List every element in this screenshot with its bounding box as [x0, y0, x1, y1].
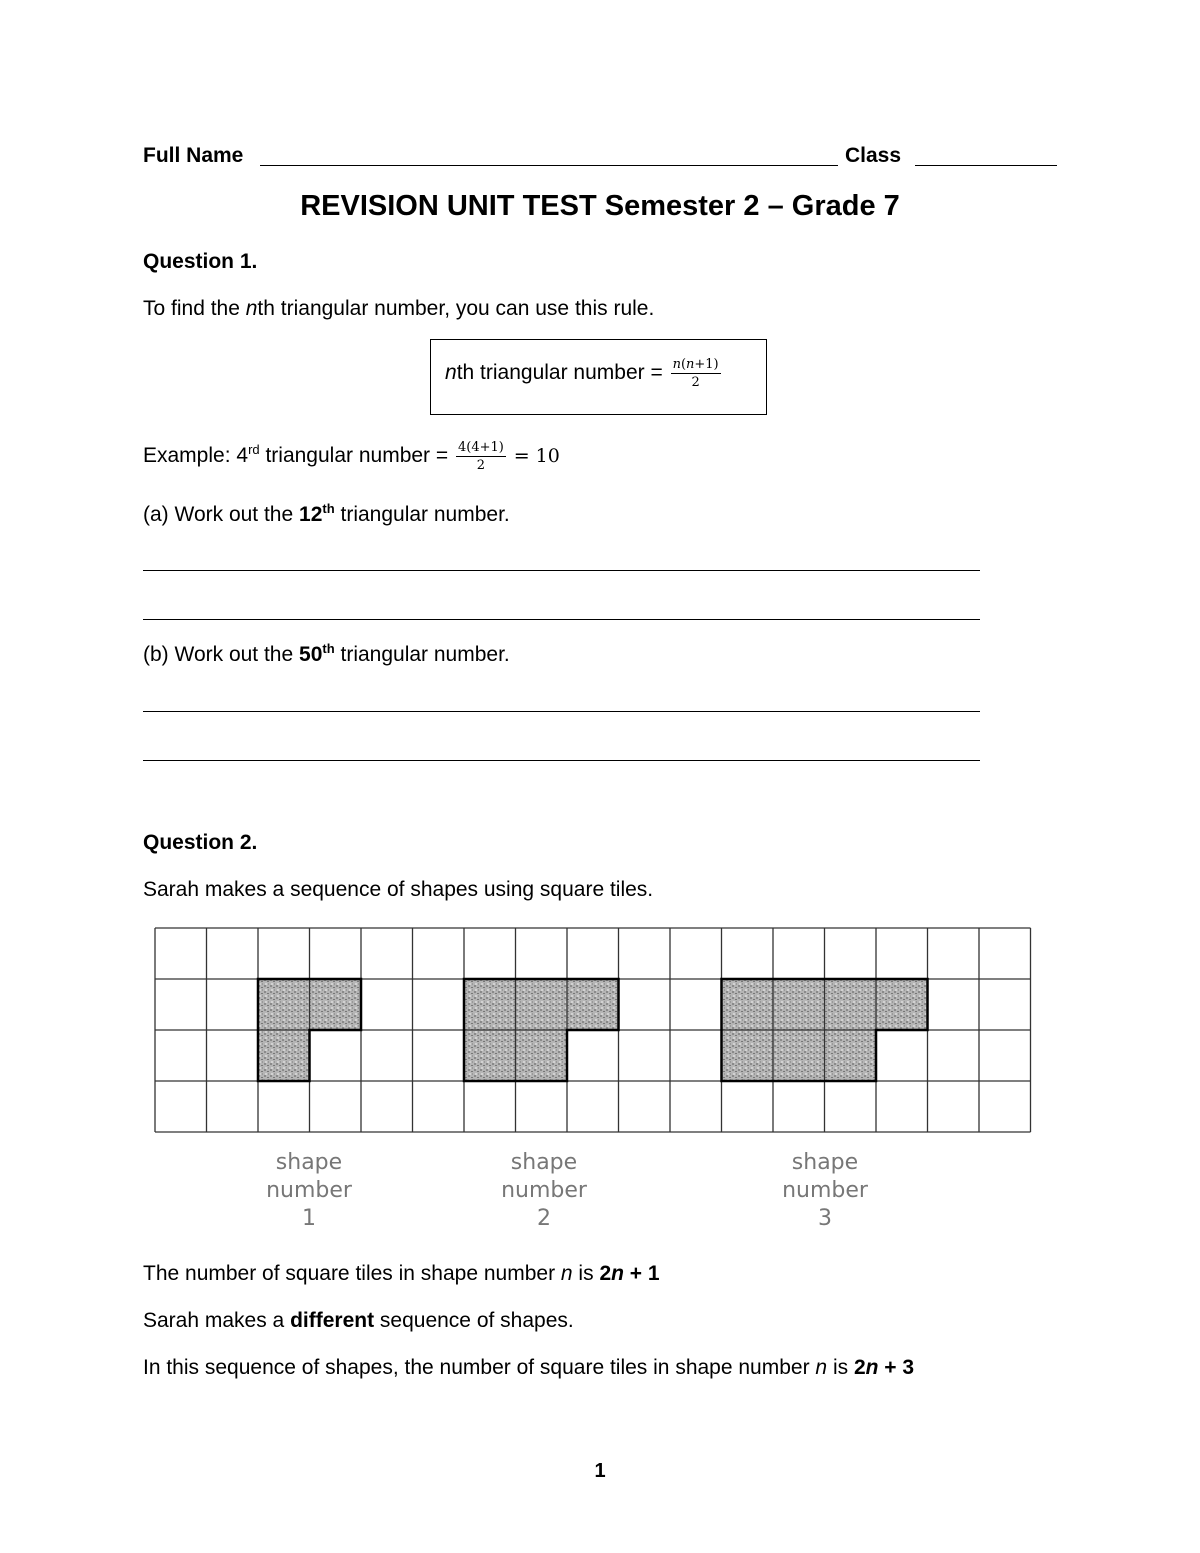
shaded-tile	[722, 1030, 774, 1081]
part-b-prompt: (b) Work out the 50th triangular number.	[143, 641, 510, 666]
example-fraction: $\frac{4(4+1)}{2}$	[458, 440, 504, 473]
rule-formula: nth triangular number = $\frac{\text{𝑛(𝑛+1)}}{2}$	[445, 357, 719, 390]
rule-2n-plus-3: In this sequence of shapes, the number of square tiles in shape number n is 2n + 3	[143, 1356, 915, 1379]
part-a-prompt: (a) Work out the 12th triangular number.	[143, 501, 510, 526]
part-b-answer-line-2[interactable]	[143, 760, 980, 761]
shape-label-2: shape number 2	[501, 1150, 587, 1231]
class-line[interactable]	[915, 165, 1057, 166]
part-b-answer-line-1[interactable]	[143, 711, 980, 712]
shaded-tile	[876, 979, 928, 1030]
shaded-tile	[773, 1030, 825, 1081]
part-a-answer-line-1[interactable]	[143, 570, 980, 571]
shape-label-1: shape number 1	[266, 1150, 352, 1231]
full-name-label: Full Name	[143, 144, 244, 167]
tile-grid-figure	[150, 925, 1040, 1140]
full-name-line[interactable]	[260, 165, 838, 166]
question-1-heading: Question 1.	[143, 250, 258, 273]
shaded-tile	[567, 979, 619, 1030]
question-2-heading: Question 2.	[143, 831, 258, 854]
shaded-tile	[464, 1030, 516, 1081]
rule-fraction: $\frac{\text{𝑛(𝑛+1)}}{2}$	[672, 357, 719, 390]
shaded-tile	[464, 979, 516, 1030]
shaded-tile	[258, 1030, 310, 1081]
page-number: 1	[594, 1460, 606, 1482]
rule-box	[430, 339, 767, 415]
different-sequence-line: Sarah makes a different sequence of shapes.	[143, 1309, 574, 1332]
class-label: Class	[845, 144, 902, 167]
example-line: Example: 4rd triangular number = $\frac{4(4+1)}{2}$ = 10	[143, 440, 560, 473]
shaded-tile	[825, 1030, 877, 1081]
rule-2n-plus-1: The number of square tiles in shape number n is 2n + 1	[143, 1262, 660, 1285]
question-1-intro: To find the nth triangular number, you can use this rule.	[143, 297, 655, 320]
shaded-tile	[516, 979, 568, 1030]
shaded-tile	[825, 979, 877, 1030]
shaded-tile	[722, 979, 774, 1030]
shaded-tile	[258, 979, 310, 1030]
shape-label-3: shape number 3	[782, 1150, 868, 1231]
part-a-answer-line-2[interactable]	[143, 619, 980, 620]
question-2-intro: Sarah makes a sequence of shapes using square tiles.	[143, 878, 654, 901]
shaded-tile	[516, 1030, 568, 1081]
shaded-tile	[773, 979, 825, 1030]
shaded-tile	[310, 979, 362, 1030]
page-title: REVISION UNIT TEST Semester 2 – Grade 7	[300, 190, 900, 222]
